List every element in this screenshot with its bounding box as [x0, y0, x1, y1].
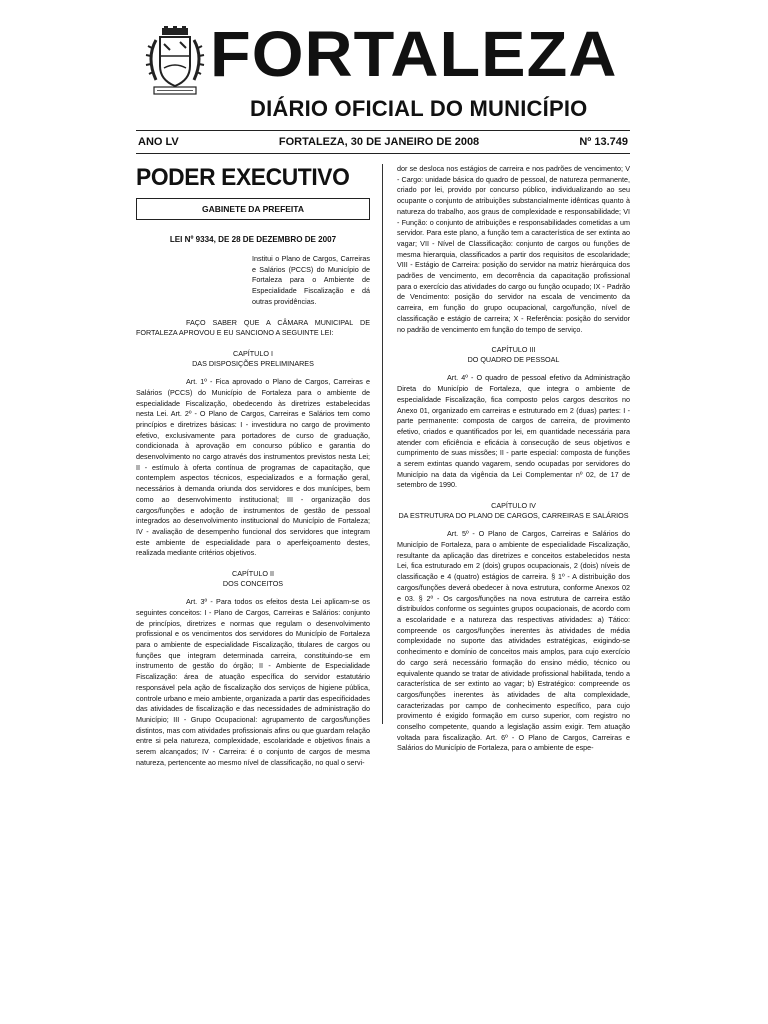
chapter-label: CAPÍTULO III: [491, 345, 536, 355]
chapter-title: DOS CONCEITOS: [222, 578, 284, 588]
chapter-heading: [136, 349, 370, 368]
masthead: [136, 18, 630, 130]
chapter-title: DO QUADRO DE PESSOAL: [467, 354, 560, 364]
chapter-heading: [397, 345, 630, 364]
proclamation: FAÇO SABER QUE A CÂMARA MUNICIPAL DE FORTALEZA APROVOU E EU SANCIONO A SEGUINTE LEI:: [136, 317, 370, 338]
law-summary: Institui o Plano de Cargos, Carreiras e Salários (PCCS) do Município de Fortaleza para o Ambiente de Especialidade Fiscalização e dá outras providências.: [252, 254, 370, 306]
newspaper-title: FORTALEZA: [210, 18, 618, 90]
chapter-heading: [397, 501, 630, 520]
issue-date: FORTALEZA, 30 DE JANEIRO DE 2008: [278, 136, 480, 148]
article-paragraph: Art. 1º - Fica aprovado o Plano de Cargos, Carreiras e Salários (PCCS) do Município de Fortaleza para o ambiente de especialidade Fiscalização, obedecendo às diretrizes estabelecidas nesta Lei. Art. 2º - O Plano de Cargos, Carreiras e Salários tem como princípios e diretrizes básicas: I - investidura no cargo de provimento efetivo, exclusivamente para portadores de curso de graduação, condicionada à aprovação em concurso público e garantia do desenvolvimento no cargo através dos instrumentos previstos nesta Lei; II - estímulo à oferta contínua de programas de capacitação, que contemplem aspectos técnicos, especializados e a formação geral, necessários à demanda oriunda dos servidores e dos munícipes, bem como ao desenvolvimento institucional; III - organização dos cargos/funções e adoção de instrumentos de gestão de pessoal integrados ao desenvolvimento institucional do Município de Fortaleza; IV - avaliação de desempenho funcional dos servidores que integram este ambiente de especialidade para o aperfeiçoamento destes, realizada mediante critérios objetivos.: [136, 377, 370, 558]
issue-info-bar: [136, 131, 630, 153]
left-column: [136, 164, 370, 769]
chapter-label: CAPÍTULO I: [233, 348, 273, 358]
page: [136, 18, 630, 767]
right-column: [397, 164, 630, 754]
chapter-heading: [136, 569, 370, 588]
newspaper-subtitle: DIÁRIO OFICIAL DO MUNICÍPIO: [250, 96, 588, 121]
coat-of-arms-icon: [144, 26, 206, 96]
chapter-title: DA ESTRUTURA DO PLANO DE CARGOS, CARREIRAS E SALÁRIOS: [398, 510, 629, 520]
law-title: LEI Nº 9334, DE 28 DE DEZEMBRO DE 2007: [169, 234, 337, 244]
column-divider: [382, 164, 383, 724]
chapter-title: DAS DISPOSIÇÕES PRELIMINARES: [192, 358, 314, 368]
section-title: PODER EXECUTIVO: [136, 164, 350, 191]
article-paragraph: Art. 3º - Para todos os efeitos desta Lei aplicam-se os seguintes conceitos: I - Plano de Cargos, Carreiras e Salários: conjunto de princípios, diretrizes e normas que regulam o desenvolvimento profissional e os vencimentos dos servidores do Município de Fortaleza para o ambiente de especialidade Fiscalização, titulares de cargos ou funções que integram determinada carreira, constituindo-se em instrumento de gestão do órgão; II - Ambiente de Especialidade Fiscalização: área de atuação específica do servidor estatutário responsável pela ação de fiscalização dos serviços de higiene pública, controle urbano e meio ambiente, organizada a partir das especificidades das atividades de fiscalização e das necessidades de administração do Município; III - Grupo Ocupacional: agrupamento de cargos/funções distintos, mas com atividades profissionais afins ou que guardam relação entre si pela natureza, complexidade, escolaridade e objetivos finais a serem alcançados; IV - Carreira: é o conjunto de cargos de mesma natureza, pertencente ao mesmo nível de classificação, no qual o servi-: [136, 597, 370, 767]
department-box: GABINETE DA PREFEITA: [136, 198, 370, 220]
bottom-rule: [136, 153, 630, 154]
article-columns: [136, 164, 630, 767]
chapter-label: CAPÍTULO IV: [491, 501, 536, 511]
article-paragraph: Art. 4º - O quadro de pessoal efetivo da Administração Direta do Município de Fortaleza, que integra o ambiente de especialidade Fiscalização, fica composto pelos cargos descritos no Anexo 01, organizado em carreiras e estruturado em 2 (duas) partes: I - parte permanente: composta de cargos de carreira, de provimento efetivo, criados e quantificados por lei, em quantidade necessária para atender com eficiência e eficácia à consecução de seus objetivos e cumprimento de suas missões; II - parte especial: composta de funções a serem extintas quando vagarem, sendo ocupadas por servidores do Município na data da vigência da Lei Complementar nº 02, de 17 de setembro de 1990.: [397, 373, 630, 490]
chapter-label: CAPÍTULO II: [232, 569, 274, 579]
article-paragraph: dor se desloca nos estágios de carreira e nos padrões de vencimento; V - Cargo: unidade básica do quadro de pessoal, de natureza permanente, criado por lei, provido por concurso público, individualizando ao seu ocupante o conjunto de atribuições substancialmente idênticas quanto à natureza do trabalho, aos graus de complexidade e responsabilidade; VI - Função: o conjunto de atribuições e responsabilidades cometidas a um servidor. Para este plano, a função tem a característica de ser extinta ao vagar; VII - Nível de Classificação: conjunto de cargos ou funções de mesma hierarquia, classificados a partir dos requisitos de escolaridade; VIII - Estágio de Carreira: posição do servidor na matriz hierárquica dos padrões de vencimento, em decorrência da capacitação profissional para o exercício das atividades do cargo ou função ocupado; IX - Padrão de Vencimento: posição do servidor na escala de vencimento da carreira, em função do grupo ocupacional, cargo/função, nível de classificação e estágio de carreira; X - Referência: posição do servidor no padrão de vencimento em função do tempo de serviço.: [397, 164, 630, 334]
issue-year: ANO LV: [138, 136, 179, 148]
issue-number: Nº 13.749: [579, 136, 628, 148]
article-paragraph: Art. 5º - O Plano de Cargos, Carreiras e Salários do Município de Fortaleza, para o ambiente de especialidade Fiscalização, resultante da aplicação das diretrizes e conceitos estabelecidos nesta Lei, fica estruturado em 2 (dois) grupos ocupacionais, 2 (dois) níveis de classificação e 4 (quatro) estágios de carreira. § 1º - A distribuição dos cargos/funções deverá obedecer à nova estrutura, conforme Anexos 02 e 03. § 2º - Os cargos/funções na nova estrutura de carreira estão distribuídos conforme os seguintes grupos ocupacionais, de acordo com a escolaridade e a natureza das respectivas atividades: a) Tático: compreende os cargos/funções inerentes às atividades de média complexidade no suporte das atividades estratégicas, exigindo-se conhecimento e domínio de conceitos mais amplos, para cujo exercício do cargo será necessário formação do ensino médio, técnico ou equivalente quando se tratar de atividade profissional habilitada, tendo a característica de ser extinto ao vagar; b) Estratégico: compreende os cargos/funções inerentes às atividades de alta complexidade, caracterizadas por campo de conhecimento específico, para cujo provimento é exigido formação em curso superior, com registro no conselho competente, quando a legislação assim exigir. Tem atuação voltada para fiscalização. Art. 6º - O Plano de Cargos, Carreiras e Salários do Município de Fortaleza, para o ambiente de espe-: [397, 529, 630, 753]
